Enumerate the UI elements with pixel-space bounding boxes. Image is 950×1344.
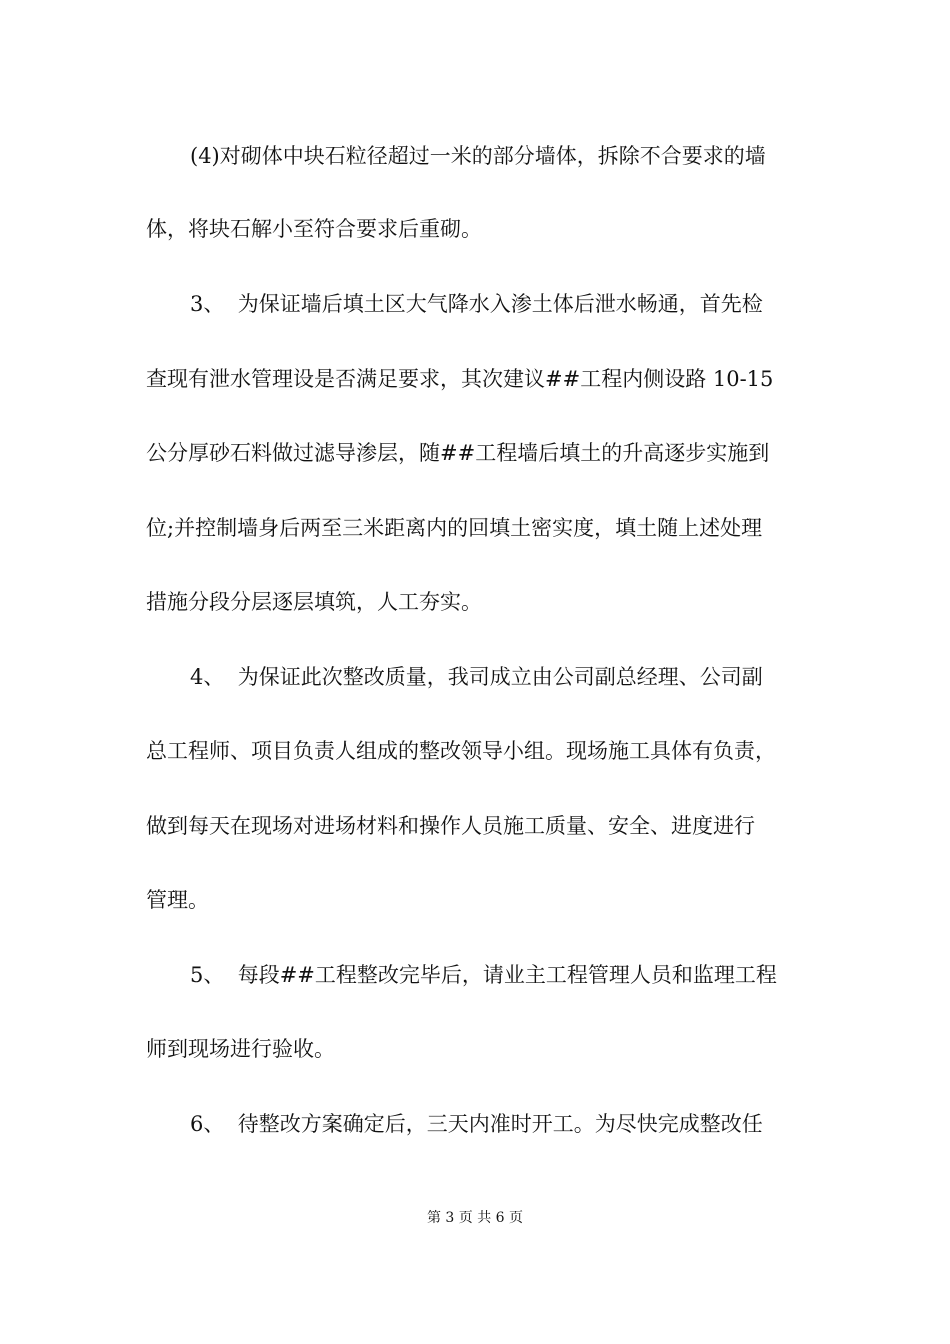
footer-prefix: 第 bbox=[426, 1210, 441, 1226]
text-line: 位;并控制墙身后两至三米距离内的回填土密实度，填土随上述处理 bbox=[146, 516, 763, 540]
text-line: 4、 为保证此次整改质量，我司成立由公司副总经理、公司副 bbox=[190, 665, 763, 689]
text-line: 公分厚砂石料做过滤导渗层，随##工程墙后填土的升高逐步实施到 bbox=[146, 441, 770, 465]
page-footer bbox=[0, 1208, 950, 1228]
text-line: 做到每天在现场对进场材料和操作人员施工质量、安全、进度进行 bbox=[146, 814, 755, 838]
text-line: (4)对砌体中块石粒径超过一米的部分墙体，拆除不合要求的墙 bbox=[190, 144, 766, 168]
text-line: 3、 为保证墙后填土区大气降水入渗土体后泄水畅通，首先检 bbox=[190, 292, 763, 316]
text-line: 管理。 bbox=[146, 888, 209, 912]
text-line: 查现有泄水管理设是否满足要求，其次建议##工程内侧设路 10-15 bbox=[146, 367, 774, 391]
text-line: 6、 待整改方案确定后，三天内准时开工。为尽快完成整改任 bbox=[190, 1112, 763, 1136]
footer-total-pages: 6 bbox=[495, 1210, 505, 1226]
footer-suffix: 页 bbox=[509, 1210, 524, 1226]
text-line: 措施分段分层逐层填筑，人工夯实。 bbox=[146, 590, 482, 614]
footer-middle: 页 共 bbox=[458, 1210, 492, 1226]
footer-current-page: 3 bbox=[445, 1210, 455, 1226]
text-line: 5、 每段##工程整改完毕后，请业主工程管理人员和监理工程 bbox=[190, 963, 777, 987]
text-line: 体，将块石解小至符合要求后重砌。 bbox=[146, 217, 482, 241]
text-line: 总工程师、项目负责人组成的整改领导小组。现场施工具体有负责， bbox=[146, 739, 776, 763]
text-line: 师到现场进行验收。 bbox=[146, 1037, 335, 1061]
